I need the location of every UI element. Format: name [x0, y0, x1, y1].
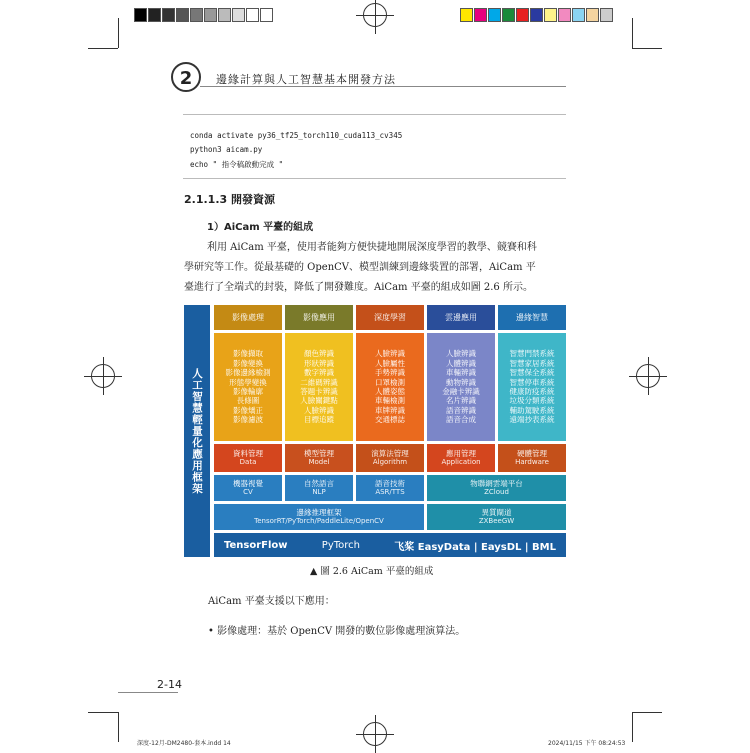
section-heading: 2.1.1.3 開發資源 — [184, 193, 275, 206]
paddle-logo: 飞桨 EasyData | EaysDL | BML — [394, 541, 556, 553]
column-header — [285, 305, 353, 330]
column-item: 交通標誌 — [375, 415, 405, 425]
code-line: echo " 指令稿啟動完成 " — [190, 160, 284, 169]
technology-label: 語音技術 — [375, 478, 405, 488]
column-item: 形狀辨識 — [304, 358, 334, 368]
management-block — [427, 444, 495, 472]
column-item: 金融卡辨識 — [442, 387, 480, 396]
column-item: 智慧保全系統 — [509, 368, 555, 378]
management-label: 應用管理 — [446, 448, 476, 458]
column-item: 車牌辨識 — [375, 405, 405, 415]
column-item: 遠端抄表系統 — [509, 415, 555, 425]
page-number-rule — [118, 692, 178, 693]
column-item: 健康防疫系統 — [509, 387, 555, 396]
technology-block — [356, 475, 424, 501]
column-item: 影像矯正 — [233, 405, 263, 415]
column-item: 智慧停車系統 — [509, 377, 555, 387]
management-sub: Application — [441, 458, 481, 466]
technology-label: 自然語言 — [304, 478, 334, 488]
management-sub: Data — [239, 458, 257, 466]
framework-side-title: 人工智慧輕量化應用框架 — [184, 305, 210, 557]
technology-sub: CV — [243, 488, 253, 496]
column-item: 人臉辨識 — [304, 405, 334, 415]
page-number: 2-14 — [157, 678, 182, 691]
column-item: 人臉辨識 — [446, 349, 476, 359]
inference-label: 邊緣推理框架 — [296, 507, 342, 517]
column-item: 人臉辨識 — [375, 349, 405, 359]
code-block-bottom-rule — [183, 178, 566, 179]
column-header-label: 邊緣智慧 — [516, 312, 548, 322]
management-block — [356, 444, 424, 472]
column-item: 名片辨識 — [446, 396, 476, 406]
inference-framework-block — [214, 504, 424, 530]
registration-mark-left — [91, 364, 115, 388]
management-label: 硬體管理 — [517, 448, 547, 458]
column-item: 影像擷取 — [233, 349, 263, 359]
column-item: 動物辨識 — [446, 377, 476, 387]
column-items — [356, 333, 424, 441]
column-header — [356, 305, 424, 330]
column-item: 輔助駕駛系統 — [509, 405, 555, 415]
column-item: 顏色辨識 — [304, 349, 334, 359]
management-block — [498, 444, 566, 472]
column-item: 口罩檢測 — [375, 377, 405, 387]
gateway-label: 異質閘道 — [481, 507, 512, 517]
column-item: 數字辨識 — [304, 368, 334, 378]
column-item: 影像輪廓 — [233, 387, 263, 396]
column-header — [214, 305, 282, 330]
management-label: 資料管理 — [233, 448, 263, 458]
paragraph-line: 利用 AiCam 平臺，使用者能夠方便快捷地開展深度學習的教學、競賽和科 — [207, 242, 537, 253]
column-header — [427, 305, 495, 330]
technology-label: 機器視覺 — [233, 478, 263, 488]
figure-caption: ▲ 圖 2.6 AiCam 平臺的組成 — [310, 566, 434, 577]
technology-block — [214, 475, 282, 501]
footer-timestamp: 2024/11/15 下午 08:24:53 — [548, 740, 626, 747]
crop-mark — [632, 18, 633, 48]
crop-mark — [118, 18, 119, 48]
crop-mark — [632, 712, 633, 742]
chapter-number: 2 — [171, 62, 201, 92]
tensorflow-logo: TensorFlow — [224, 539, 288, 551]
column-items — [214, 333, 282, 441]
body-text: AiCam 平臺支援以下應用： — [208, 596, 335, 607]
column-item: 影像變換 — [233, 358, 263, 368]
aicam-framework-diagram — [184, 305, 566, 557]
crop-mark — [632, 712, 662, 713]
inference-sub: TensorRT/PyTorch/PaddleLite/OpenCV — [254, 517, 384, 525]
column-header-label: 深度學習 — [374, 312, 406, 322]
technology-block — [285, 475, 353, 501]
column-header — [498, 305, 566, 330]
column-item: 垃圾分類系統 — [509, 396, 555, 406]
subsection-heading: 1）AiCam 平臺的組成 — [207, 222, 314, 233]
column-item: 車輛檢測 — [375, 396, 405, 406]
management-label: 演算法管理 — [371, 448, 409, 458]
gateway-sub: ZXBeeGW — [478, 517, 515, 525]
registration-mark-top — [363, 3, 387, 27]
column-item: 車輛辨識 — [446, 368, 476, 378]
column-item: 智慧家居系統 — [509, 358, 555, 368]
column-header-label: 雲邊應用 — [445, 312, 477, 322]
column-header-label: 影像應用 — [303, 312, 335, 322]
column-item: 人體姿態 — [375, 387, 405, 396]
management-block — [214, 444, 282, 472]
column-item: 人臉屬性 — [375, 358, 405, 368]
crop-mark — [88, 48, 118, 49]
technology-label: 物聯網雲端平台 — [470, 478, 523, 488]
column-item: 語音辨識 — [446, 405, 476, 415]
gateway-block — [427, 504, 566, 530]
column-item: 語音合成 — [446, 415, 476, 425]
management-block — [285, 444, 353, 472]
column-header-label: 影像處理 — [232, 312, 264, 322]
column-item: 答題卡辨識 — [300, 387, 338, 396]
paragraph-line: 學研究等工作。從最基礎的 OpenCV、模型訓練到邊緣裝置的部署，AiCam 平 — [184, 262, 536, 273]
crop-mark — [118, 712, 119, 742]
crop-mark — [632, 48, 662, 49]
crop-mark — [88, 712, 118, 713]
technology-sub: ZCloud — [484, 488, 509, 496]
framework-logos-bar — [214, 533, 566, 557]
management-sub: Model — [308, 458, 330, 466]
column-item: 二維碼辨識 — [300, 377, 338, 387]
chapter-title: 邊緣計算與人工智慧基本開發方法 — [216, 73, 396, 86]
footer-file: 深度-12月-DM2480-套本.indd 14 — [137, 740, 231, 747]
column-item: 長條圖 — [236, 396, 260, 406]
column-items — [285, 333, 353, 441]
column-items — [498, 333, 566, 441]
code-line: conda activate py36_tf25_torch110_cuda113_cv345 — [190, 131, 403, 140]
technology-sub: NLP — [312, 488, 326, 496]
registration-mark-right — [636, 364, 660, 388]
column-item: 影像濾波 — [233, 415, 263, 425]
column-items — [427, 333, 495, 441]
column-item: 手勢辨識 — [375, 368, 405, 378]
paragraph-line: 臺進行了全端式的封裝，降低了開發難度。AiCam 平臺的組成如圖 2.6 所示。 — [184, 282, 533, 293]
registration-mark-bottom — [363, 722, 387, 746]
technology-sub: ASR/TTS — [375, 488, 405, 496]
column-item: 影像邊緣檢測 — [225, 368, 271, 378]
column-item: 智慧門禁系統 — [509, 349, 555, 359]
management-sub: Hardware — [515, 458, 549, 466]
code-line: python3 aicam.py — [190, 145, 263, 154]
column-item: 目標追蹤 — [304, 415, 334, 425]
column-item: 人體辨識 — [446, 358, 476, 368]
management-sub: Algorithm — [372, 458, 408, 466]
technology-block — [427, 475, 566, 501]
code-block-top-rule — [183, 114, 566, 115]
column-item: 形態學變換 — [229, 377, 267, 387]
pytorch-logo: PyTorch — [321, 539, 360, 551]
column-item: 人臉關鍵點 — [300, 396, 338, 406]
management-label: 模型管理 — [304, 448, 334, 458]
bullet-item: • 影像處理：基於 OpenCV 開發的數位影像處理演算法。 — [208, 626, 466, 637]
